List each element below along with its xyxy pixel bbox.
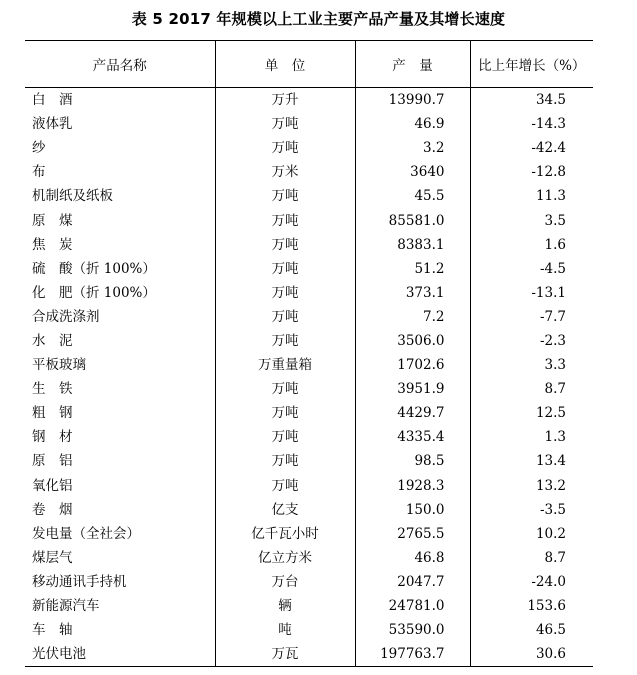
cell-unit: 万吨 (215, 281, 355, 305)
table-row (25, 449, 593, 473)
cell-product-name: 粗 钢 (32, 405, 73, 422)
cell-growth: -3.5 (470, 498, 593, 522)
cell-product-name: 硫 酸（折 100%） (32, 260, 156, 277)
cell-product-name: 机制纸及纸板 (32, 188, 113, 205)
table-row (25, 353, 593, 377)
cell-product-name: 原 铝 (32, 453, 73, 470)
cell-output: 45.5 (355, 184, 470, 208)
cell-output: 51.2 (355, 257, 470, 281)
table-row (25, 281, 593, 305)
table-title: 表 5 2017 年规模以上工业主要产品产量及其增长速度 (131, 10, 506, 28)
cell-growth: 13.2 (470, 474, 593, 498)
cell-unit: 万吨 (215, 377, 355, 401)
cell-output: 373.1 (355, 281, 470, 305)
cell-growth: 13.4 (470, 449, 593, 473)
table-row (25, 136, 593, 160)
cell-unit: 辆 (215, 594, 355, 618)
cell-output: 4335.4 (355, 425, 470, 449)
table-row (25, 498, 593, 522)
header-output: 产 量 (355, 41, 470, 88)
cell-product-name: 煤层气 (32, 549, 73, 566)
cell-output: 1702.6 (355, 353, 470, 377)
header-growth: 比上年增长（%） (470, 41, 593, 88)
cell-product-name: 合成洗涤剂 (32, 308, 100, 325)
cell-unit: 吨 (215, 618, 355, 642)
cell-output: 1928.3 (355, 474, 470, 498)
cell-product-name: 新能源汽车 (32, 598, 100, 615)
cell-product-name: 化 肥（折 100%） (32, 284, 156, 301)
cell-output: 46.9 (355, 112, 470, 136)
cell-growth: 12.5 (470, 401, 593, 425)
table-row (25, 160, 593, 184)
cell-unit: 万吨 (215, 449, 355, 473)
cell-output: 98.5 (355, 449, 470, 473)
table-row (25, 305, 593, 329)
cell-growth: 1.6 (470, 233, 593, 257)
cell-growth: -24.0 (470, 570, 593, 594)
cell-output: 8383.1 (355, 233, 470, 257)
cell-output: 3.2 (355, 136, 470, 160)
cell-unit: 万台 (215, 570, 355, 594)
cell-product-name: 焦 炭 (32, 236, 73, 253)
cell-output: 13990.7 (355, 88, 470, 113)
header-unit: 单 位 (215, 41, 355, 88)
cell-growth: 10.2 (470, 522, 593, 546)
header-row (25, 41, 593, 88)
table-row (25, 401, 593, 425)
cell-growth: 1.3 (470, 425, 593, 449)
cell-output: 85581.0 (355, 208, 470, 232)
cell-growth: -42.4 (470, 136, 593, 160)
table-row (25, 112, 593, 136)
table-body (25, 88, 593, 667)
cell-growth: 3.3 (470, 353, 593, 377)
cell-product-name: 卷 烟 (32, 501, 73, 518)
production-table (25, 40, 593, 667)
cell-product-name: 氧化铝 (32, 477, 73, 494)
cell-unit: 万吨 (215, 136, 355, 160)
cell-unit: 万吨 (215, 233, 355, 257)
cell-product-name: 水 泥 (32, 332, 73, 349)
cell-product-name: 布 (32, 164, 46, 181)
cell-product-name: 车 轴 (32, 622, 73, 639)
table-row (25, 208, 593, 232)
table-row (25, 522, 593, 546)
cell-unit: 万吨 (215, 305, 355, 329)
cell-unit: 万吨 (215, 401, 355, 425)
table-row (25, 642, 593, 667)
cell-product-name: 白 酒 (32, 92, 73, 109)
cell-product-name: 纱 (32, 140, 46, 157)
cell-growth: 8.7 (470, 546, 593, 570)
cell-output: 197763.7 (355, 642, 470, 667)
cell-growth: -7.7 (470, 305, 593, 329)
cell-unit: 万吨 (215, 474, 355, 498)
cell-product-name: 液体乳 (32, 116, 73, 133)
cell-unit: 万吨 (215, 112, 355, 136)
cell-output: 150.0 (355, 498, 470, 522)
cell-product-name: 原 煤 (32, 212, 73, 229)
cell-product-name: 移动通讯手持机 (32, 573, 127, 590)
cell-product-name: 发电量（全社会） (32, 525, 140, 542)
table-row (25, 425, 593, 449)
cell-growth: -13.1 (470, 281, 593, 305)
table-row (25, 329, 593, 353)
cell-output: 53590.0 (355, 618, 470, 642)
cell-output: 24781.0 (355, 594, 470, 618)
cell-output: 2765.5 (355, 522, 470, 546)
cell-unit: 万重量箱 (215, 353, 355, 377)
cell-growth: 3.5 (470, 208, 593, 232)
cell-product-name: 平板玻璃 (32, 357, 86, 374)
table-row (25, 233, 593, 257)
cell-output: 2047.7 (355, 570, 470, 594)
cell-output: 3506.0 (355, 329, 470, 353)
table-row (25, 257, 593, 281)
cell-unit: 万吨 (215, 425, 355, 449)
cell-output: 3640 (355, 160, 470, 184)
cell-unit: 亿千瓦小时 (215, 522, 355, 546)
cell-output: 46.8 (355, 546, 470, 570)
cell-unit: 万吨 (215, 257, 355, 281)
cell-output: 3951.9 (355, 377, 470, 401)
cell-product-name: 钢 材 (32, 429, 73, 446)
cell-unit: 亿立方米 (215, 546, 355, 570)
cell-unit: 万吨 (215, 329, 355, 353)
table-row (25, 546, 593, 570)
cell-growth: -2.3 (470, 329, 593, 353)
cell-growth: -12.8 (470, 160, 593, 184)
cell-unit: 万吨 (215, 208, 355, 232)
cell-product-name: 生 铁 (32, 381, 73, 398)
table-row (25, 570, 593, 594)
cell-unit: 万米 (215, 160, 355, 184)
cell-unit: 万吨 (215, 184, 355, 208)
table-row (25, 184, 593, 208)
cell-growth: 8.7 (470, 377, 593, 401)
cell-unit: 万瓦 (215, 642, 355, 667)
table-row (25, 88, 593, 113)
cell-unit: 亿支 (215, 498, 355, 522)
cell-growth: 153.6 (470, 594, 593, 618)
cell-growth: 30.6 (470, 642, 593, 667)
table-row (25, 594, 593, 618)
table-row (25, 618, 593, 642)
table-row (25, 377, 593, 401)
cell-product-name: 光伏电池 (25, 642, 215, 667)
cell-growth: 46.5 (470, 618, 593, 642)
cell-unit: 万升 (215, 88, 355, 113)
cell-growth: 34.5 (470, 88, 593, 113)
cell-growth: 11.3 (470, 184, 593, 208)
table-row (25, 474, 593, 498)
cell-growth: -4.5 (470, 257, 593, 281)
cell-output: 7.2 (355, 305, 470, 329)
cell-growth: -14.3 (470, 112, 593, 136)
header-product-name: 产品名称 (25, 41, 215, 88)
cell-output: 4429.7 (355, 401, 470, 425)
